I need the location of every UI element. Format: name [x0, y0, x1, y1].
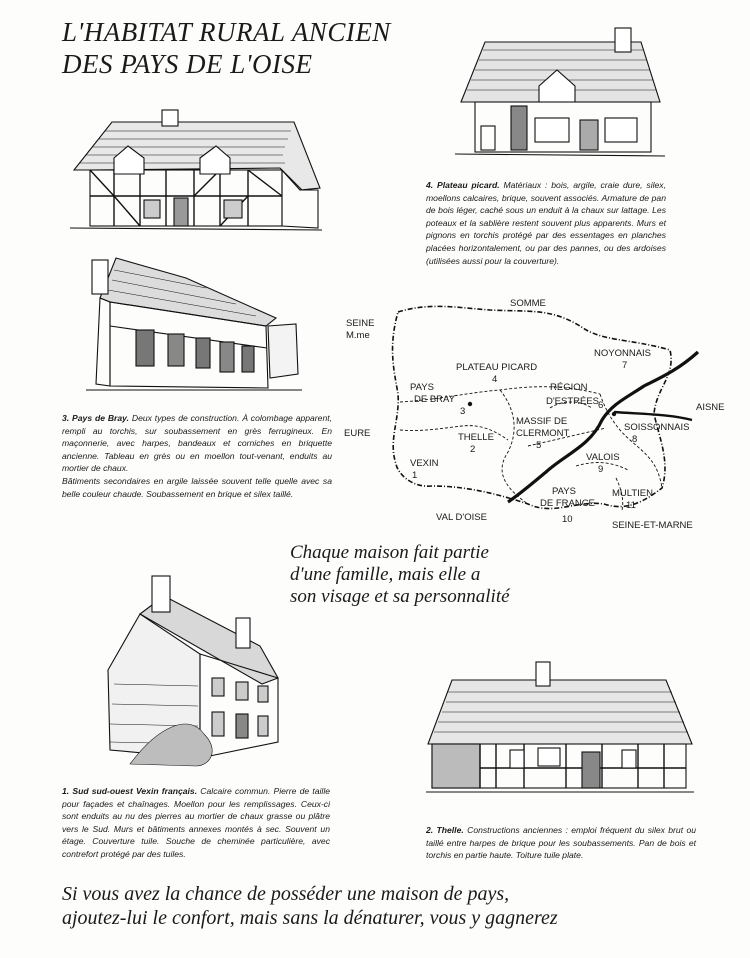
label-aisne: AISNE — [696, 402, 725, 413]
label-region-estrees-1: RÉGION — [550, 382, 588, 393]
caption-text: Matériaux : bois, argile, craie dure, silex, moellons calcaires, brique, souvent associés. Armature de pan de bois léger, caché sous un enduit à la chaux sur lattage. Les poteaux et la sablière restent souvent plus apparents. Murs et pignons en torchis protégé par des essentages en planches placées horizontalement, ou par des pannes, ou des ardoises (utilisées aussi pour la couverture). — [426, 180, 666, 266]
label-region-estrees-2: D'ESTRÉES — [546, 396, 600, 407]
illustration-bray-house — [86, 254, 304, 394]
label-multien-num: 11 — [626, 500, 636, 511]
label-clermont-num: 5 — [536, 440, 542, 451]
label-multien: MULTIEN — [612, 488, 653, 499]
caption-heading: 1. Sud sud-ouest Vexin français. — [62, 786, 198, 796]
regions-map — [340, 290, 750, 540]
caption-heading: 4. Plateau picard. — [426, 180, 500, 190]
label-seine: SEINE — [346, 318, 375, 329]
town-marker — [612, 412, 616, 416]
caption-plateau-picard — [426, 179, 666, 267]
label-thelle: THELLE — [458, 432, 494, 443]
label-seine-et-marne: SEINE-ET-MARNE — [612, 520, 693, 531]
label-vexin-num: 1 — [412, 470, 418, 481]
illustration-half-timbered-house — [70, 108, 325, 236]
label-pays-france-num: 10 — [562, 514, 573, 525]
label-thelle-num: 2 — [470, 444, 476, 455]
illustration-vexin-stone-house — [100, 574, 284, 768]
motto — [290, 542, 510, 608]
illustration-thelle-house — [426, 660, 696, 796]
caption-heading: 3. Pays de Bray. — [62, 413, 130, 423]
caption-text: Calcaire commun. Pierre de taille pour façades et chaînages. Moellon pour les remplissages. Ceux-ci sont enduits au nu des pierres au mortier de chaux grasse ou plâtre vers le Sud. Murs et bâtiments annexes montés à sec. Souvent un étage. Couverture tuile. Souche de cheminée particulière, avec contrefort protégé par des tuiles. — [62, 786, 331, 859]
river-aisne — [614, 412, 692, 420]
caption-thelle — [426, 824, 696, 862]
title-line-1: L'HABITAT RURAL ANCIEN — [62, 17, 391, 47]
label-soissonnais-num: 8 — [632, 434, 638, 445]
title-line-2: DES PAYS DE L'OISE — [62, 49, 313, 79]
label-vexin: VEXIN — [410, 458, 439, 469]
label-plateau-picard: PLATEAU PICARD — [456, 362, 538, 373]
caption-vexin — [62, 785, 330, 861]
label-plateau-picard-num: 4 — [492, 374, 498, 385]
motto-line-3: son visage et sa personnalité — [290, 586, 510, 607]
label-pays-france-1: PAYS — [552, 486, 576, 497]
page-title — [62, 16, 391, 80]
motto-line-1: Chaque maison fait partie — [290, 542, 489, 563]
label-clermont-1: MASSIF DE — [516, 416, 568, 427]
label-noyonnais: NOYONNAIS — [594, 348, 652, 359]
label-val-d-oise: VAL D'OISE — [436, 512, 487, 523]
label-soissonnais: SOISSONNAIS — [624, 422, 690, 433]
label-clermont-2: CLERMONT — [516, 428, 570, 439]
caption-heading: 2. Thelle. — [426, 825, 464, 835]
caption-text-2: Bâtiments secondaires en argile laissée souvent telle quelle avec sa belle couleur chaude. Soubassement en brique et silex taillé. — [62, 475, 332, 499]
footer-slogan — [62, 882, 558, 930]
footer-line-1: Si vous avez la chance de posséder une maison de pays, — [62, 883, 510, 905]
oise-border — [393, 306, 672, 508]
caption-pays-de-bray — [62, 412, 332, 500]
caption-text: Constructions anciennes : emploi fréquent du silex brut ou taillé entre harpes de brique pour les soubassements. Pan de bois et torchis en partie haute. Toiture tuile plate. — [426, 825, 696, 861]
label-valois: VALOIS — [586, 452, 620, 463]
illustration-picard-cottage — [455, 28, 667, 162]
caption-text: Deux types de construction. À colombage apparent, rempli au torchis, sur soubassement en grès ferrugineux. En maçonnerie, avec harpes, bandeaux et corniches en briquette ancienne. Tableau en grès ou en moellon tout-venant, enduits au mortier de chaux. — [62, 413, 333, 474]
label-valois-num: 9 — [598, 464, 604, 475]
label-pays-bray-2: DE BRAY — [414, 394, 456, 405]
motto-line-2: d'une famille, mais elle a — [290, 564, 481, 585]
footer-line-2: ajoutez-lui le confort, mais sans la dénaturer, vous y gagnerez — [62, 907, 558, 929]
label-pays-france-2: DE FRANCE — [540, 498, 595, 509]
label-pays-bray-1: PAYS — [410, 382, 434, 393]
label-somme: SOMME — [510, 298, 546, 309]
label-pays-bray-num: 3 — [460, 406, 466, 417]
town-marker — [468, 402, 472, 406]
label-eure: EURE — [344, 428, 371, 439]
label-seine-maritime: M.me — [346, 330, 370, 341]
label-noyonnais-num: 7 — [622, 360, 628, 371]
label-region-estrees-num: 6 — [598, 400, 604, 411]
